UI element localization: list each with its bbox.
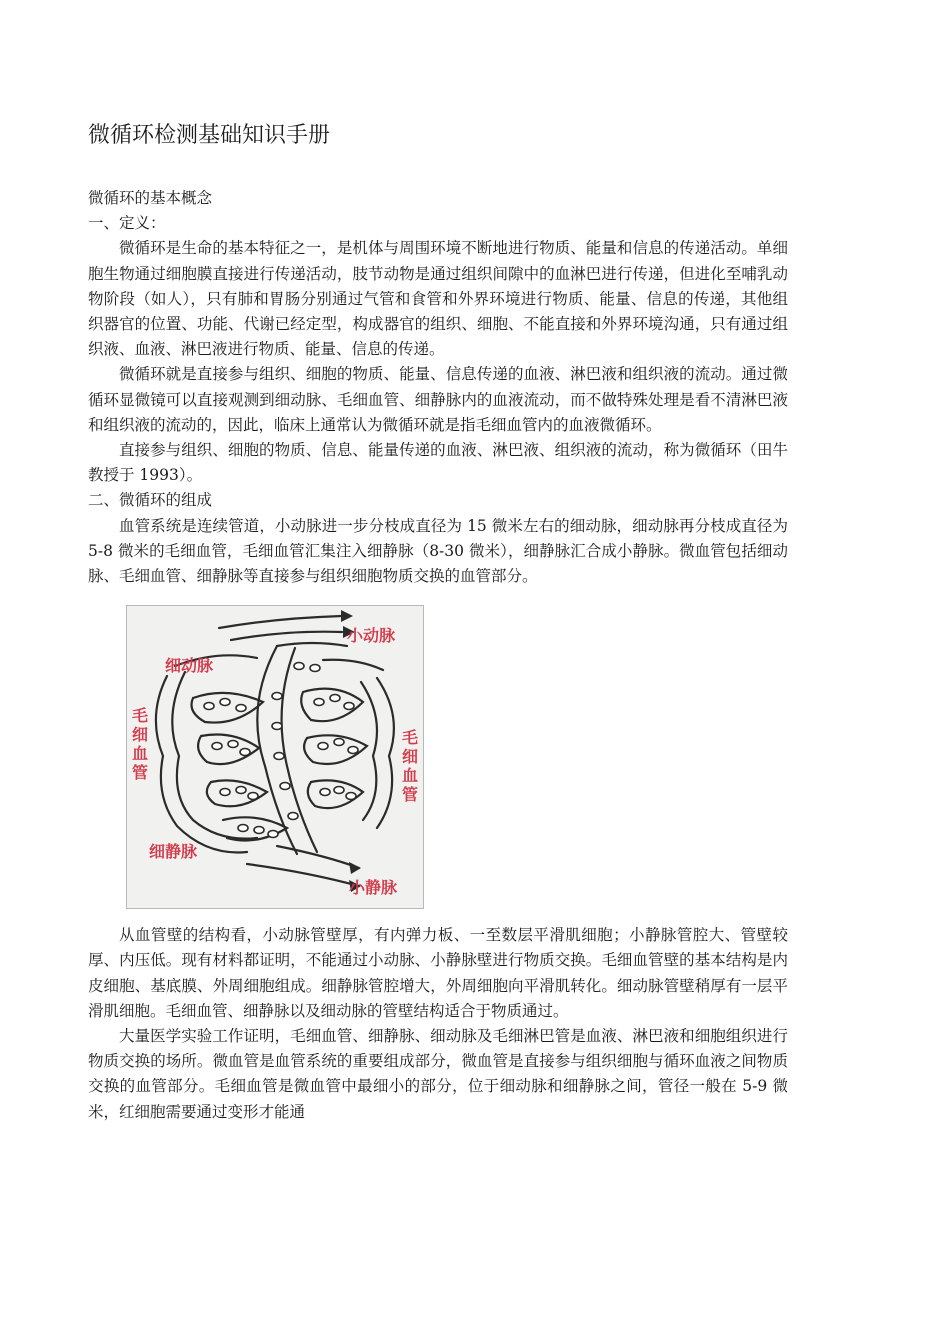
paragraph-3: 直接参与组织、细胞的物质、信息、能量传递的血液、淋巴液、组织液的流动，称为微循环（田牛教授于 1993）。 [88, 441, 788, 485]
definition-heading: 一、定义： [88, 214, 166, 233]
section-heading: 微循环的基本概念 [88, 189, 213, 207]
label-capillary-left: 毛细血管 [131, 706, 148, 783]
document-body [88, 186, 788, 1125]
document-title: 微循环检测基础知识手册 [88, 123, 331, 148]
paragraph-1: 微循环是生命的基本特征之一，是机体与周围环境不断地进行物质、能量和信息的传递活动。单细胞生物通过细胞膜直接进行传递活动，肢节动物是通过组织间隙中的血淋巴进行传递，但进化至哺乳动物阶段（如人），只有肺和胃肠分别通过气管和食管和外界环境进行物质、能量、信息的传递，其他组织器官的位置、功能、代谢已经定型，构成器官的组织、细胞、不能直接和外界环境沟通，只有通过组织液、血液、淋巴液进行物质、能量、信息的传递。 [88, 239, 788, 359]
label-small-vein: 小静脉 [349, 878, 398, 898]
label-venule: 细静脉 [149, 842, 198, 862]
composition-heading: 二、微循环的组成 [88, 491, 213, 510]
microvessel-drawing [127, 606, 423, 908]
microcirculation-diagram [126, 605, 424, 909]
paragraph-2: 微循环就是直接参与组织、细胞的物质、能量、信息传递的血液、淋巴液和组织液的流动。通过微循环显微镜可以直接观测到细动脉、毛细血管、细静脉内的血液流动，而不做特殊处理是看不清淋巴液和组织液的流动的，因此，临床上通常认为微循环就是指毛细血管内的血液微循环。 [88, 365, 788, 434]
label-small-artery: 小动脉 [347, 626, 396, 646]
label-arteriole: 细动脉 [165, 656, 214, 676]
paragraph-5: 从血管壁的结构看，小动脉管壁厚，有内弹力板、一至数层平滑肌细胞；小静脉管腔大、管壁较厚、内压低。现有材料都证明，不能通过小动脉、小静脉壁进行物质交换。毛细血管壁的基本结构是内皮细胞、基底膜、外周细胞组成。细静脉管腔增大，外周细胞向平滑肌转化。细动脉管壁稍厚有一层平滑肌细胞。毛细血管、细静脉以及细动脉的管壁结构适合于物质通过。 [88, 926, 788, 1020]
paragraph-4: 血管系统是连续管道，小动脉进一步分枝成直径为 15 微米左右的细动脉，细动脉再分枝成直径为 5-8 微米的毛细血管，毛细血管汇集注入细静脉（8-30 微米），细静脉汇合成小静脉。微血管包括细动脉、毛细血管、细静脉等直接参与组织细胞物质交换的血管部分。 [88, 516, 788, 586]
paragraph-6: 大量医学实验工作证明，毛细血管、细静脉、细动脉及毛细淋巴管是血液、淋巴液和细胞组织进行物质交换的场所。微血管是血管系统的重要组成部分，微血管是直接参与组织细胞与循环血液之间物质交换的血管部分。毛细血管是微血管中最细小的部分，位于细动脉和细静脉之间，管径一般在 5-9 微米，红细胞需要通过变形才能通 [88, 1027, 788, 1121]
label-capillary-right: 毛细血管 [401, 728, 418, 805]
